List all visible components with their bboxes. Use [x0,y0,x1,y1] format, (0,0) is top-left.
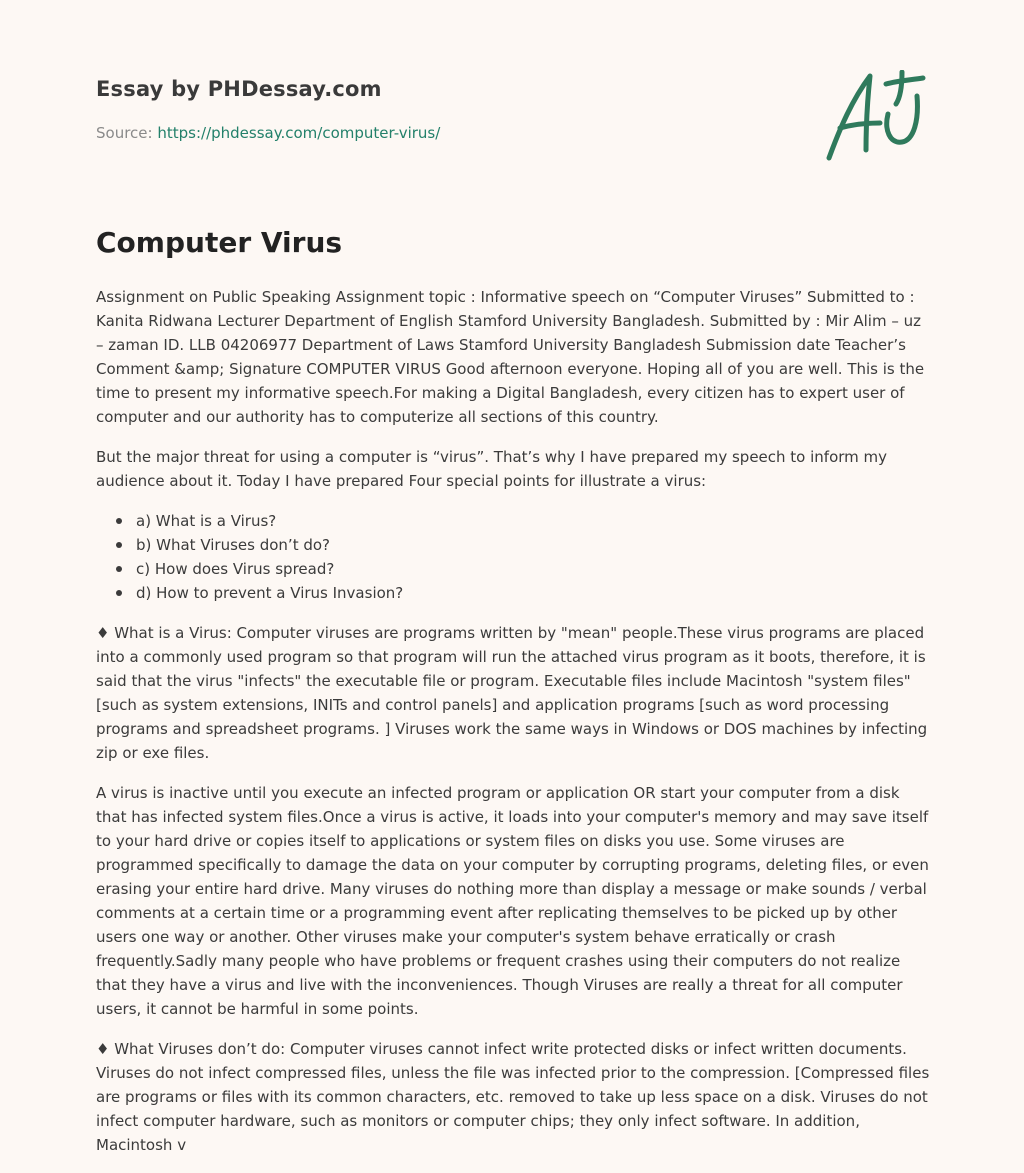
source-line [96,124,440,142]
paragraph: ♦ What is a Virus: Computer viruses are programs written by "mean" people.These virus programs are placed into a commonly used program so that program will run the attached virus program as it boots, therefore, it is said that the virus "infects" the executable file or program. Executable files include Macintosh "system files" [such as system extensions, INITs and control panels] and application programs [such as word processing programs and spreadsheet programs. ] Viruses work the same ways in Windows or DOS machines by infecting zip or exe files. [96,624,928,762]
list-item-text: d) How to prevent a Virus Invasion? [136,584,404,602]
list-item-text: a) What is a Virus? [136,512,277,530]
list-item [136,557,932,581]
list-item [136,509,932,533]
document-title: Computer Virus [96,226,343,259]
paragraph: But the major threat for using a computer is “virus”. That’s why I have prepared my speech to inform my audience about it. Today I have prepared Four special points for illustrate a virus: [96,448,888,490]
paragraph: Assignment on Public Speaking Assignment topic : Informative speech on “Computer Viruses” Submitted to : Kanita Ridwana Lecturer Department of English Stamford University Bangladesh. Submitted by : Mir Alim – uz – zaman ID. LLB 04206977 Department of Laws Stamford University Bangladesh Submission date Teacher’s Comment &amp; Signature COMPUTER VIRUS Good afternoon everyone. Hoping all of you are well. This is the time to present my informative speech.For making a Digital Bangladesh, every citizen has to expert user of computer and our authority has to computerize all sections of this country. [96,288,925,426]
document-body [96,285,932,1173]
bullet-icon [116,542,122,548]
site-title: Essay by PHDessay.com [96,77,382,101]
bullet-icon [116,590,122,596]
list-item [136,533,932,557]
source-link[interactable]: https://phdessay.com/computer-virus/ [157,124,441,142]
source-label: Source: [96,124,153,142]
list-item-text: b) What Viruses don’t do? [136,536,331,554]
list-item [136,581,932,605]
bullet-icon [116,566,122,572]
paragraph: ♦ What Viruses don’t do: Computer viruses cannot infect write protected disks or infect written documents. Viruses do not infect compressed files, unless the file was infected prior to the compression. [Compressed files are programs or files with its common characters, etc. removed to take up less space on a disk. Viruses do not infect computer hardware, such as monitors or computer chips; they only infect software. In addition, Macintosh v [96,1040,930,1154]
topic-list [96,509,932,605]
paragraph: A virus is inactive until you execute an infected program or application OR start your computer from a disk that has infected system files.Once a virus is active, it loads into your computer's memory and may save itself to your hard drive or copies itself to applications or system files on disks you use. Some viruses are programmed specifically to damage the data on your computer by corrupting programs, deleting files, or even erasing your entire hard drive. Many viruses do nothing more than display a message or make sounds / verbal comments at a certain time or a programming event after replicating themselves to be picked up by other users one way or another. Other viruses make your computer's system behave erratically or crash frequently.Sadly many people who have problems or frequent crashes using their computers do not realize that they have a virus and live with the inconveniences. Though Viruses are really a threat for all computer users, it cannot be harmful in some points. [96,784,929,1018]
bullet-icon [116,518,122,524]
a-plus-logo-icon [826,70,926,162]
list-item-text: c) How does Virus spread? [136,560,335,578]
